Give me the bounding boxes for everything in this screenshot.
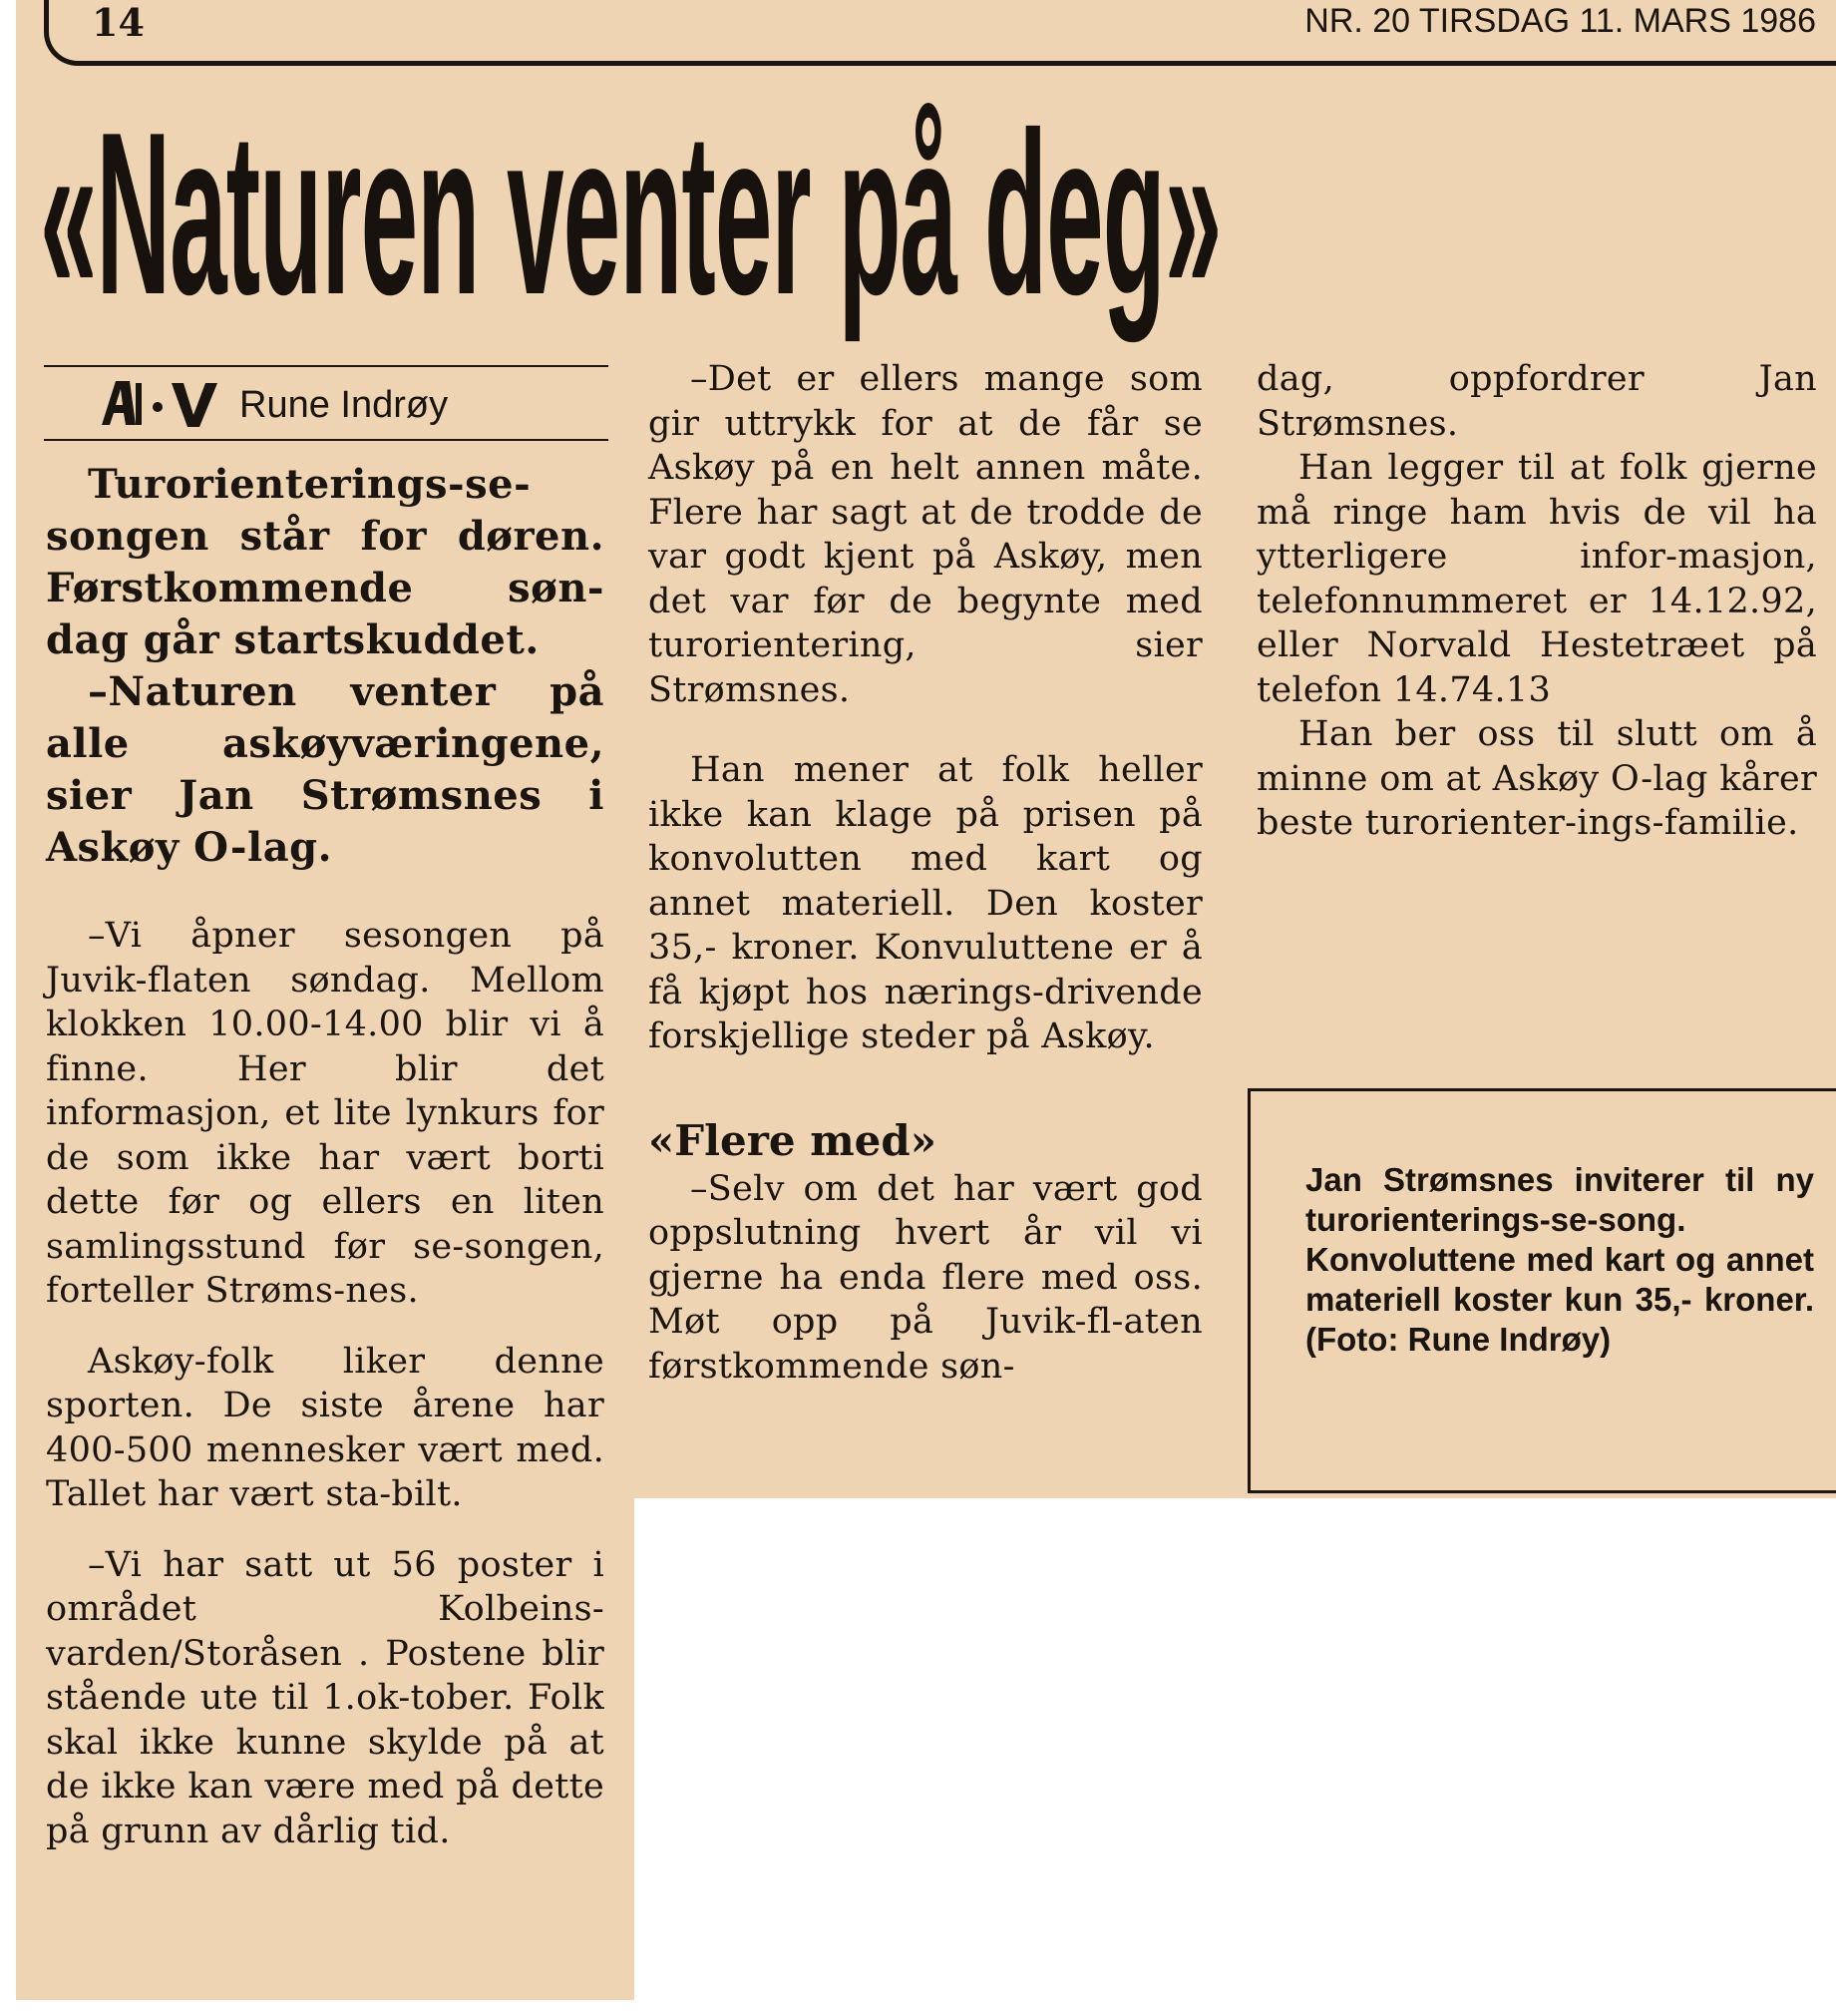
column-middle [648,357,1203,1389]
paragraph: –Det er ellers mange som gir uttrykk for at de får se Askøy på en helt annen måte. Flere har sagt at de trodde de var godt kjent på Askøy, men det var før de begynte med turorientering, sier Strømsnes. [648,359,1203,710]
issue-dateline: NR. 20 TIRSDAG 11. MARS 1986 [1304,2,1816,40]
page-number: 14 [92,0,145,45]
headline: «Naturen venter på deg» [40,85,1222,343]
paragraph: –Selv om det har vært god oppslutning hvert år vil vi gjerne ha enda flere med oss. Møt opp på Juvik-fl-aten førstkommende søn- [648,1168,1203,1387]
photo-caption: Jan Strømsnes inviterer til ny turorienterings-se-song. Konvoluttene med kart og annet materiell koster kun 35,- kroner. (Foto: Rune Indrøy) [1305,1161,1814,1358]
lead-paragraph: Turorienterings-se-songen står for døren. Førstkommende søn-dag går startskuddet. [46,461,604,663]
column-left [46,459,604,1853]
paragraph: Han legger til at folk gjerne må ringe ham hvis de vil ha ytterligere infor-masjon, telefonnummeret er 14.12.92, eller Norvald Hestetræet på telefon 14.74.13 [1257,448,1817,710]
byline-bottom-rule [44,439,608,441]
paragraph: –Vi åpner sesongen på Juvik-flaten søndag. Mellom klokken 10.00-14.00 blir vi å finne. Her blir det informasjon, et lite lynkurs for de som ikke har vært borti dette før og ellers en liten samlingsstund før se-songen, forteller Strøms-nes. [46,916,604,1311]
paragraph: Han ber oss til slutt om å minne om at Askøy O-lag kårer beste turorienter-ings-familie. [1257,714,1817,843]
byline-logo-icon [96,375,225,431]
subheading: «Flere med» [648,1115,936,1165]
byline-top-rule [44,365,608,367]
byline-author: Rune Indrøy [239,384,449,426]
paragraph: Askøy-folk liker denne sporten. De siste årene har 400-500 mennesker vært med. Tallet har vært sta-bilt. [46,1341,604,1514]
paragraph: –Vi har satt ut 56 poster i området Kolbeins-varden/Storåsen . Postene blir stående ute til 1.ok-tober. Folk skal ikke kunne skylde på at de ikke kan være med på dette på grunn av dårlig tid. [46,1544,604,1851]
paragraph: Han mener at folk heller ikke kan klage på prisen på konvolutten med kart og annet materiell. Den koster 35,- kroner. Konvuluttene er å få kjøpt hos nærings-drivende forskjellige steder på Askøy. [648,750,1203,1056]
paragraph: dag, oppfordrer Jan Strømsnes. [1257,359,1817,444]
column-right [1257,357,1817,846]
torn-edge [0,2000,638,2016]
lead-quote: –Naturen venter på alle askøyværingene, sier Jan Strømsnes i Askøy O-lag. [46,668,604,871]
